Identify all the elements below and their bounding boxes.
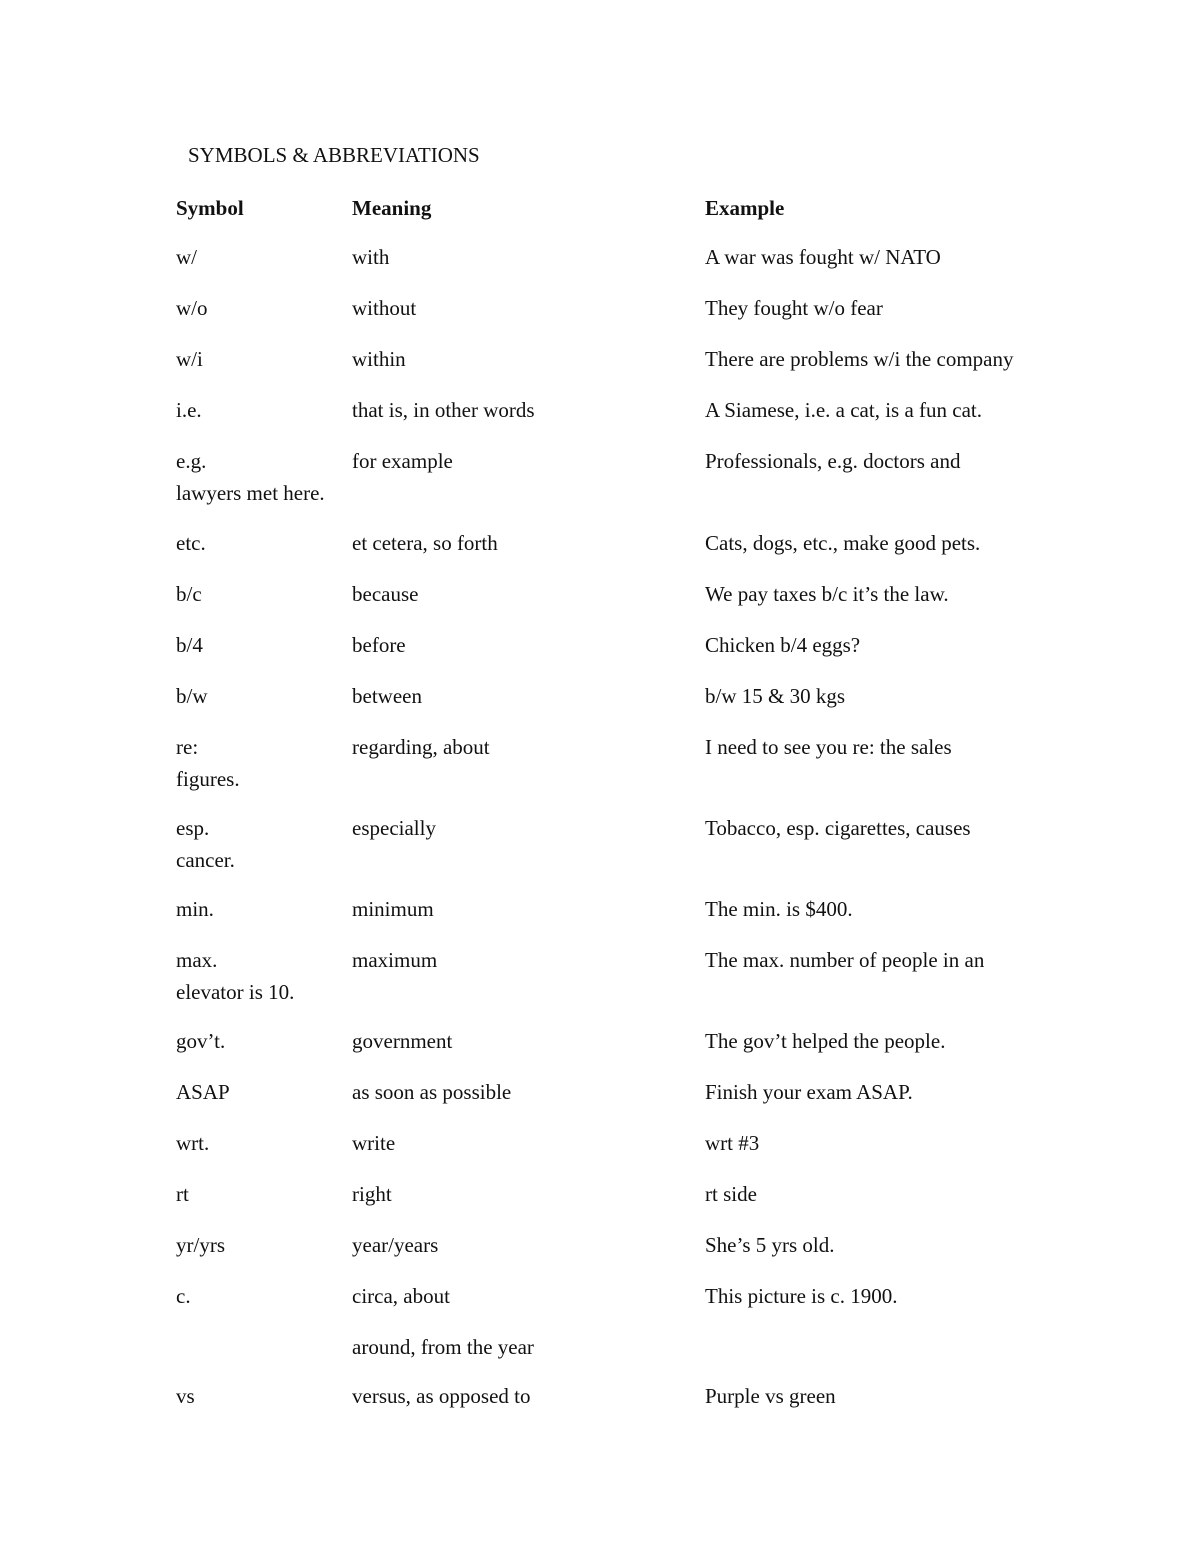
example-continuation: cancer. <box>176 848 235 872</box>
example-cell: The gov’t helped the people. <box>705 1029 946 1053</box>
example-cell: A Siamese, i.e. a cat, is a fun cat. <box>705 398 982 422</box>
example-cell: Tobacco, esp. cigarettes, causes <box>705 816 971 840</box>
symbol-cell: b/c <box>176 582 202 606</box>
table-row <box>0 734 1200 760</box>
table-row <box>0 346 1200 372</box>
example-cell: They fought w/o fear <box>705 296 883 320</box>
symbol-cell: w/o <box>176 296 208 320</box>
symbol-cell: ASAP <box>176 1080 230 1104</box>
table-row <box>0 815 1200 841</box>
table-row <box>0 244 1200 270</box>
meaning-cell: as soon as possible <box>352 1080 512 1104</box>
meaning-cell: circa, about <box>352 1284 450 1308</box>
table-row <box>0 581 1200 607</box>
table-row <box>0 896 1200 922</box>
example-cell: Chicken b/4 eggs? <box>705 633 861 657</box>
table-row <box>0 295 1200 321</box>
table-header <box>0 195 1200 221</box>
meaning-cell: right <box>352 1182 392 1206</box>
example-cell: b/w 15 & 30 kgs <box>705 684 846 708</box>
example-continuation: elevator is 10. <box>176 980 295 1004</box>
meaning-cell: for example <box>352 449 453 473</box>
symbol-cell: b/4 <box>176 633 203 657</box>
symbol-cell: b/w <box>176 684 208 708</box>
meaning-cell: year/years <box>352 1233 439 1257</box>
meaning-cell: especially <box>352 816 436 840</box>
example-cell: Purple vs green <box>705 1384 836 1408</box>
symbol-cell: i.e. <box>176 398 202 422</box>
example-cell: I need to see you re: the sales <box>705 735 952 759</box>
example-cell: The max. number of people in an <box>705 948 985 972</box>
symbol-cell: vs <box>176 1384 195 1408</box>
meaning-cell: with <box>352 245 390 269</box>
symbol-cell: w/ <box>176 245 197 269</box>
example-cell: This picture is c. 1900. <box>705 1284 898 1308</box>
header-meaning: Meaning <box>352 196 432 220</box>
example-cell: Finish your exam ASAP. <box>705 1080 913 1104</box>
example-continuation: figures. <box>176 767 240 791</box>
meaning-cell: regarding, about <box>352 735 490 759</box>
meaning-cell: between <box>352 684 422 708</box>
symbol-cell: max. <box>176 948 218 972</box>
symbol-cell: e.g. <box>176 449 207 473</box>
symbol-cell: rt <box>176 1182 189 1206</box>
example-cell: Professionals, e.g. doctors and <box>705 449 961 473</box>
table-row <box>0 1334 1200 1360</box>
table-row <box>0 632 1200 658</box>
table-row <box>0 1283 1200 1309</box>
example-cell: There are problems w/i the company <box>705 347 1014 371</box>
symbol-cell: re: <box>176 735 199 759</box>
meaning-cell: government <box>352 1029 453 1053</box>
symbol-cell: w/i <box>176 347 203 371</box>
meaning-cell: before <box>352 633 406 657</box>
page-title: SYMBOLS & ABBREVIATIONS <box>188 143 480 167</box>
table-row <box>0 397 1200 423</box>
symbol-cell: esp. <box>176 816 210 840</box>
table-row <box>0 1181 1200 1207</box>
meaning-cell: minimum <box>352 897 434 921</box>
symbol-cell: etc. <box>176 531 206 555</box>
table-row <box>0 947 1200 973</box>
table-row <box>0 1130 1200 1156</box>
meaning-cell: without <box>352 296 417 320</box>
table-row <box>0 1383 1200 1409</box>
table-row <box>0 683 1200 709</box>
meaning-cell: within <box>352 347 406 371</box>
symbol-cell: gov’t. <box>176 1029 226 1053</box>
header-example: Example <box>705 196 785 220</box>
example-continuation: lawyers met here. <box>176 481 325 505</box>
meaning-cell: et cetera, so forth <box>352 531 498 555</box>
symbol-cell: c. <box>176 1284 191 1308</box>
example-cell: We pay taxes b/c it’s the law. <box>705 582 949 606</box>
symbol-cell: yr/yrs <box>176 1233 225 1257</box>
example-cell: wrt #3 <box>705 1131 760 1155</box>
example-cell: The min. is $400. <box>705 897 853 921</box>
symbol-cell: min. <box>176 897 214 921</box>
example-cell: A war was fought w/ NATO <box>705 245 941 269</box>
meaning-cell: versus, as opposed to <box>352 1384 531 1408</box>
table-row <box>0 1079 1200 1105</box>
table-row <box>0 1028 1200 1054</box>
meaning-cell: that is, in other words <box>352 398 535 422</box>
meaning-cell: write <box>352 1131 396 1155</box>
symbol-cell: wrt. <box>176 1131 210 1155</box>
meaning-cell: because <box>352 582 419 606</box>
example-cell: She’s 5 yrs old. <box>705 1233 835 1257</box>
example-cell: rt side <box>705 1182 757 1206</box>
table-row <box>0 448 1200 474</box>
meaning-cell: around, from the year <box>352 1335 534 1359</box>
table-row <box>0 1232 1200 1258</box>
header-symbol: Symbol <box>176 196 244 220</box>
table-row <box>0 530 1200 556</box>
meaning-cell: maximum <box>352 948 438 972</box>
example-cell: Cats, dogs, etc., make good pets. <box>705 531 981 555</box>
